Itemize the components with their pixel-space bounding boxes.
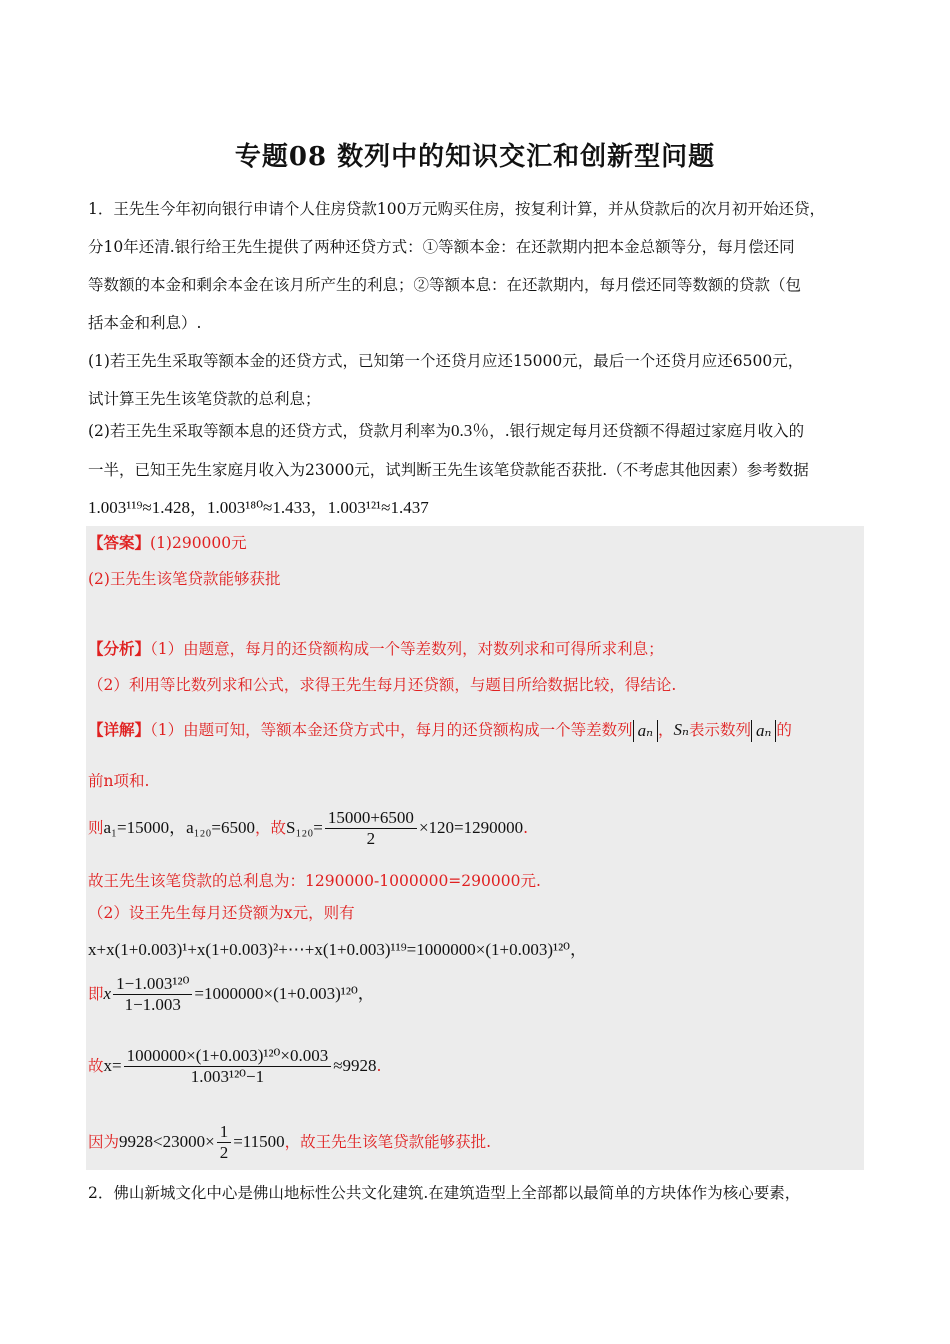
- analysis-line2: （2）利用等比数列求和公式，求得王先生每月还贷额，与题目所给数据比较，得结论.: [88, 676, 677, 694]
- detail-l7-a: 即: [88, 984, 104, 1003]
- page-title: 专题08 数列中的知识交汇和创新型问题: [234, 142, 716, 172]
- q1-part2-rate: 0.3％: [450, 421, 490, 440]
- detail-l3-a: 则: [88, 818, 104, 837]
- q1-part1-line2: 试计算王先生该笔贷款的总利息；: [88, 390, 321, 408]
- q1-line4: 括本金和利息）.: [88, 314, 202, 332]
- detail-l8-end: .: [376, 1056, 382, 1075]
- detail-l1-b: ，: [658, 721, 674, 739]
- q1-part2-line2: 一半，已知王先生家庭月收入为23000元，试判断王先生该笔贷款能否获批.（不考虑其他因素）参考数据: [88, 461, 809, 479]
- detail-l3-math: a₁=15000，a₁₂₀=6500: [103, 817, 255, 837]
- detail-l8-x: x=: [103, 1055, 122, 1075]
- detail-l3-tail: ×120=1290000: [418, 817, 524, 837]
- detail-line2: 前n项和.: [88, 772, 150, 790]
- detail-l1: （1）由题可知，等额本金还贷方式中，每月的还贷额构成一个等差数列: [150, 721, 633, 739]
- detail-l9-math: 9928<23000×: [119, 1131, 215, 1151]
- fraction-half-num: 1: [217, 1122, 232, 1143]
- q1-line3: 等数额的本金和剩余本金在该月所产生的利息；②等额本息：在还款期内，每月偿还同等数额的贷款（包: [88, 276, 802, 294]
- q1-part1-line1: (1)若王先生采取等额本金的还贷方式，已知第一个还贷月应还15000元，最后一个还贷月应还6500元，: [88, 352, 804, 370]
- detail-l8-tail: ≈9928: [333, 1055, 377, 1075]
- detail-l7-x: x: [103, 983, 112, 1003]
- answer-label: 【答案】: [88, 533, 151, 552]
- detail-line3: [88, 808, 528, 850]
- fraction-s120-num: 15000+6500: [325, 808, 417, 829]
- detail-line9: [88, 1122, 491, 1164]
- answer-line1: [88, 534, 247, 553]
- q1-reference-data: 1.003¹¹⁹≈1.428，1.003¹⁸⁰≈1.433，1.003¹²¹≈1.437: [88, 498, 429, 517]
- detail-l9-tail: ，故王先生该笔贷款能够获批.: [284, 1132, 492, 1151]
- fraction-half-den: 2: [219, 1143, 229, 1163]
- fraction-x: [124, 1046, 332, 1088]
- detail-l3-b: ，故: [255, 818, 287, 837]
- q1-part2-text-b: ，.银行规定每月还贷额不得超过家庭月收入的: [489, 422, 805, 440]
- fraction-geo: [113, 974, 192, 1016]
- detail-l9-eq: =11500: [233, 1131, 285, 1151]
- detail-line8: [88, 1046, 381, 1088]
- fraction-s120: [325, 808, 417, 850]
- detail-line1: [88, 720, 792, 742]
- q1-line2: 分10年还清.银行给王先生提供了两种还贷方式：①等额本金：在还款期内把本金总额等分，每月偿还同: [88, 238, 795, 256]
- detail-line7: [88, 974, 375, 1016]
- detail-l9-a: 因为: [88, 1132, 120, 1151]
- detail-l7-tail: =1000000×(1+0.003)¹²⁰，: [194, 983, 375, 1003]
- detail-l3-end: .: [523, 818, 529, 837]
- q2-line1: 2．佛山新城文化中心是佛山地标性公共文化建筑.在建筑造型上全部都以最简单的方块体作为核心要素，: [88, 1184, 801, 1202]
- q1-part2-line1: [88, 421, 804, 441]
- fraction-x-den: 1.003¹²⁰−1: [190, 1067, 265, 1087]
- answer-a1: (1)290000元: [150, 534, 247, 552]
- sequence-an-2: aₙ: [751, 720, 776, 742]
- sum-sn: Sₙ: [673, 720, 689, 739]
- detail-l8-a: 故: [88, 1056, 104, 1075]
- q1-line1: 1．王先生今年初向银行申请个人住房贷款100万元购买住房，按复利计算，并从贷款后的次月初开始还贷，: [88, 200, 825, 218]
- fraction-geo-den: 1−1.003: [124, 995, 181, 1015]
- sequence-an: aₙ: [633, 720, 658, 742]
- detail-l3-s: S₁₂₀=: [286, 817, 323, 837]
- detail-line4: 故王先生该笔贷款的总利息为：1290000-1000000=290000元.: [88, 872, 541, 890]
- q1-part2-text-a: (2)若王先生采取等额本息的还贷方式，贷款月利率为: [88, 422, 451, 440]
- answer-a2: (2)王先生该笔贷款能够获批: [88, 570, 281, 588]
- analysis-line1: [88, 640, 664, 659]
- detail-label: 【详解】: [88, 720, 151, 739]
- fraction-half: [217, 1122, 232, 1164]
- detail-l1-c: 表示数列: [688, 721, 751, 739]
- analysis-label: 【分析】: [88, 639, 151, 658]
- fraction-geo-num: 1−1.003¹²⁰: [113, 974, 192, 995]
- analysis-l1: （1）由题意，每月的还贷额构成一个等差数列，对数列求和可得所求利息；: [150, 640, 664, 658]
- detail-l1-d: 的: [776, 721, 792, 739]
- fraction-x-num: 1000000×(1+0.003)¹²⁰×0.003: [124, 1046, 332, 1067]
- fraction-s120-den: 2: [366, 829, 376, 849]
- detail-line6: x+x(1+0.003)¹+x(1+0.003)²+⋯+x(1+0.003)¹¹⁹=1000000×(1+0.003)¹²⁰，: [88, 940, 587, 959]
- detail-line5: （2）设王先生每月还贷额为x元，则有: [88, 904, 355, 922]
